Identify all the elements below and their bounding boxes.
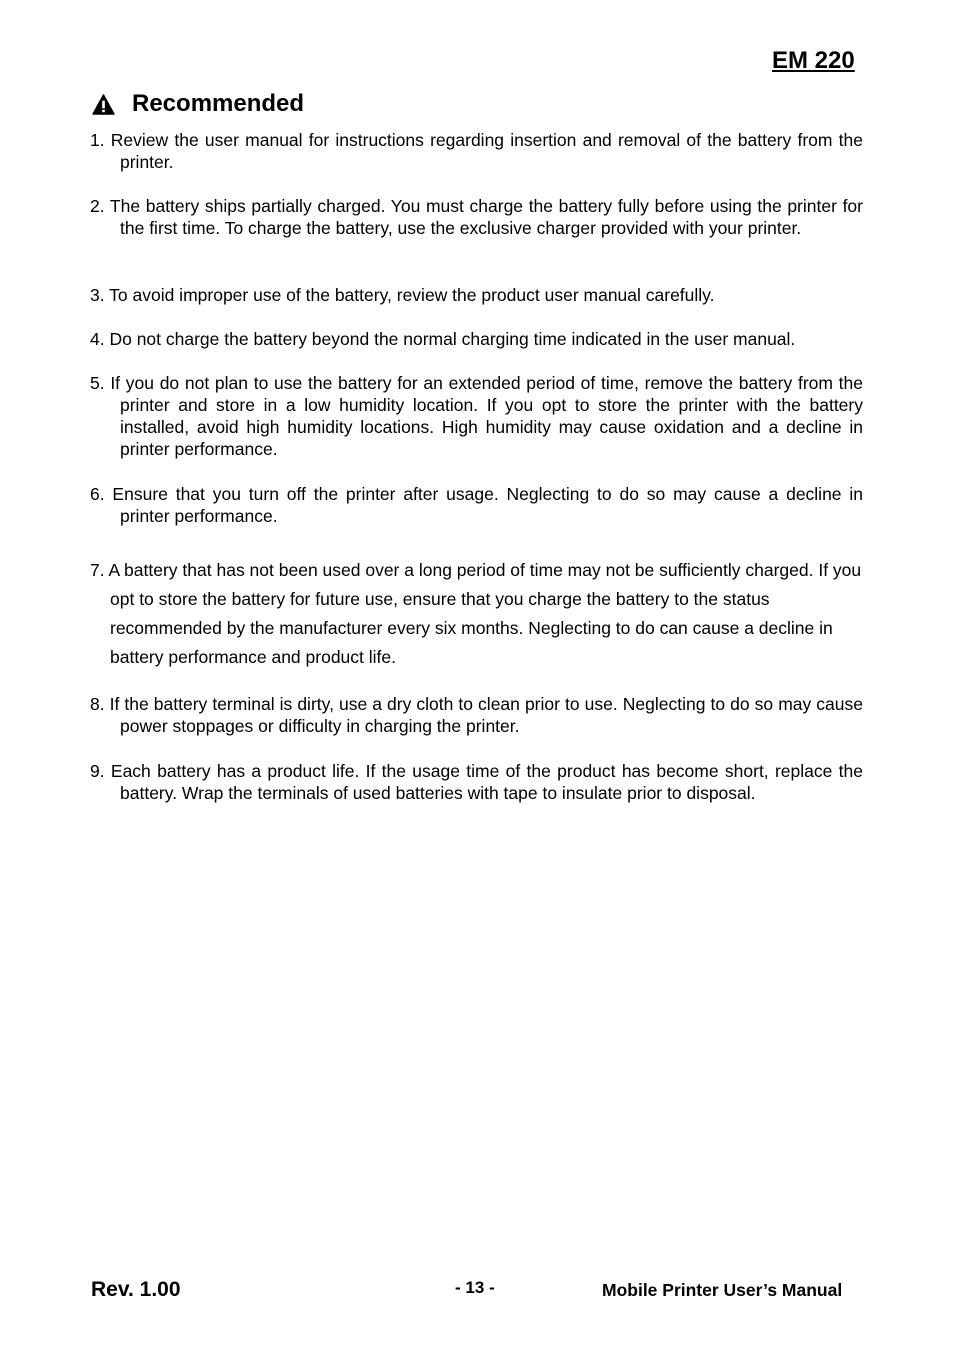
section-heading: [92, 90, 304, 118]
list-item: 2. The battery ships partially charged. You must charge the battery fully before using the printer for the first time. To charge the battery, use the exclusive charger provided with your printer.: [90, 196, 863, 238]
footer-manual-title: Mobile Printer User’s Manual: [602, 1280, 843, 1300]
list-item: 9. Each battery has a product life. If the usage time of the product has become short, replace the battery. Wrap the terminals of used batteries with tape to insulate prior to disposal.: [90, 761, 863, 803]
model-title: EM 220: [772, 47, 855, 74]
list-item: 1. Review the user manual for instructions regarding insertion and removal of the battery from the printer.: [90, 130, 863, 172]
warning-triangle-icon: [92, 94, 115, 115]
list-item: 7. A battery that has not been used over a long period of time may not be sufficiently charged. If you opt to store the battery for future use, ensure that you charge the battery to the status recommended by the manufacturer every six months. Neglecting to do can cause a decline in battery performance and product life.: [90, 560, 862, 667]
list-item: 3. To avoid improper use of the battery, review the product user manual carefully.: [90, 285, 715, 305]
list-item: 6. Ensure that you turn off the printer after usage. Neglecting to do so may cause a decline in printer performance.: [90, 484, 863, 526]
list-item: 4. Do not charge the battery beyond the normal charging time indicated in the user manual.: [90, 329, 796, 349]
list-item: 5. If you do not plan to use the battery for an extended period of time, remove the battery from the printer and store in a low humidity location. If you opt to store the printer with the battery installed, avoid high humidity locations. High humidity may cause oxidation and a decline in printer performance.: [90, 373, 863, 459]
footer-page-number: - 13 -: [455, 1278, 495, 1297]
section-title: Recommended: [132, 90, 305, 117]
list-item: 8. If the battery terminal is dirty, use a dry cloth to clean prior to use. Neglecting to do so may cause power stoppages or difficulty in charging the printer.: [90, 694, 863, 736]
footer-revision: Rev. 1.00: [91, 1278, 181, 1301]
